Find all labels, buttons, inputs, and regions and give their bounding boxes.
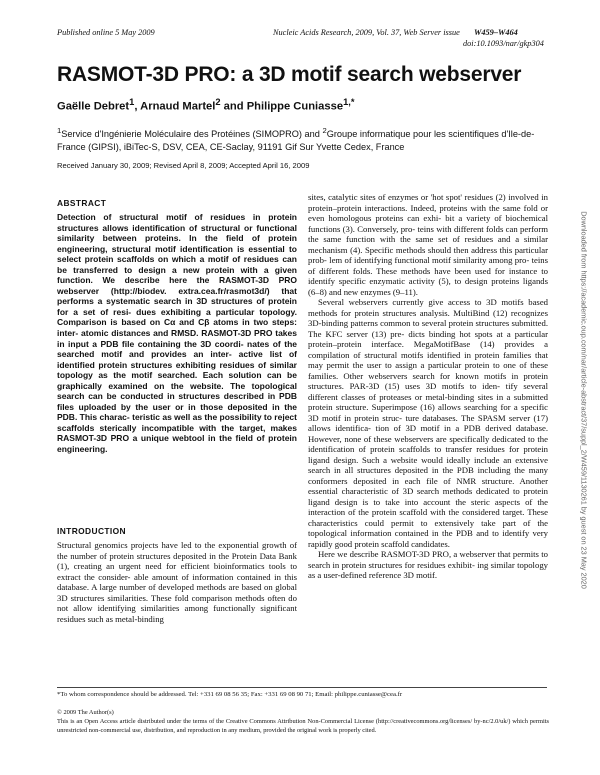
text-line: the PDB including the many conformers deposited in each xyxy=(308,465,549,486)
text-line: identification of protein scaffolds to transfer residues for xyxy=(308,444,520,454)
text-line: these families. Other webservers search for known motifs xyxy=(308,360,549,381)
author-affiliation-marker: 1,* xyxy=(343,97,355,107)
text-line: based methods for protein structures analysis. MultiBind xyxy=(308,297,549,318)
text-line: in protein structures. PAR-3D (15) uses 3D motifs to iden- xyxy=(308,370,548,391)
author-separator: , xyxy=(134,100,141,113)
copyright: © 2009 The Author(s) xyxy=(57,709,114,716)
license-statement xyxy=(57,718,549,735)
text-line: allows searching for a specific 3D motif in protein struc- xyxy=(308,402,549,423)
text-line: A large number of developed methods are based on xyxy=(91,582,273,592)
introduction-body xyxy=(57,540,297,624)
text-line: in structures described in PDB files uploaded by the xyxy=(57,391,297,412)
text-line: of protein engineering, structural motif identification xyxy=(57,233,297,254)
text-line: teristic as well as the possibility to reject scaffolds xyxy=(57,412,297,433)
text-line: methods often do not allow identifying similarities among xyxy=(57,592,297,613)
text-line: global 3D structures similarities. These fold comparison xyxy=(57,582,297,603)
text-line: in the Protein Data Bank (1), creating an urgent need xyxy=(57,550,297,571)
affiliation-marker-2: 2 xyxy=(322,126,327,135)
text-line: take into account the steric aspects of the interaction xyxy=(308,496,548,517)
text-line: teins with different folds can perform the same function xyxy=(308,223,549,244)
download-note: Downloaded from https://academic.oup.com/nar/article-abstract/37/suppl_2/W459/1130261 by guest on 23 May 2020 xyxy=(579,211,589,589)
affiliation-1: Service d'Ingénierie Moléculaire des Protéines (SIMOPRO) and xyxy=(61,129,323,140)
text-line: permit the user to assign a particular protein to one of xyxy=(326,360,527,370)
text-line: ture databases. The SPASM server (17) allows identifica- xyxy=(308,412,548,433)
text-line: search in 3D structures of protein for a set of resi- xyxy=(57,296,297,317)
abstract-heading: ABSTRACT xyxy=(57,198,107,208)
text-line: topological information contained in the PDB and to xyxy=(308,528,499,538)
text-line: dues exhibiting a particular topology. Comparison is xyxy=(57,306,297,328)
text-line: with the same fold or even homologous proteins can exhi- xyxy=(308,202,549,223)
text-line: instance to identify specific enzymatic activity (5), to xyxy=(308,265,548,286)
text-line: tion of 3D motif in a PDB derived database. However, xyxy=(308,423,548,444)
text-line: Each solution can be graphically examined on the xyxy=(57,370,297,391)
text-line: RASMOT-3D PRO a unique webtool in the field of xyxy=(57,433,265,444)
text-line: functionally significant residues such as metal-binding xyxy=(57,603,297,624)
text-line: takes in input a PDB file containing the 3D coordi- xyxy=(57,328,297,349)
author-affiliation-marker: 2 xyxy=(215,97,221,107)
text-line: include an extensive search in all structures deposited in xyxy=(308,454,549,475)
text-line: teins of different folds. These methods have been used for xyxy=(308,255,549,276)
text-line: Here we describe RASMOT-3D PRO, a webserver that xyxy=(318,549,511,559)
page-range: W459–W464 xyxy=(474,28,518,37)
text-line: residues of similar topology as the motif searched. xyxy=(57,359,297,381)
text-line: functional similarity between proteins. In the field xyxy=(57,222,297,244)
text-line: a motif of residues can be transferred to design a xyxy=(57,254,297,275)
text-line: sites, catalytic sites of enzymes or 'hot spot' residues (2) xyxy=(308,192,506,202)
text-line: growth of the number of protein structures deposited xyxy=(57,540,298,561)
paragraph-1 xyxy=(308,192,548,297)
text-line: This is an Open Access article distributed under the terms of the Creative Commons Attribution Non-Commercial License (http://creativecommons.org/licenses/ xyxy=(57,718,473,725)
doi[interactable]: doi:10.1093/nar/gkp304 xyxy=(463,39,544,48)
text-line: is essential to select protein scaffolds on which xyxy=(57,243,297,265)
text-line: involved in protein–protein interactions. Indeed, proteins xyxy=(308,192,548,213)
text-line: ing similar topology as a user-defined reference 3D motif. xyxy=(308,559,549,580)
author-affiliation-marker: 1 xyxy=(129,97,135,107)
text-line: sterically incompatible with the target, makes xyxy=(99,422,297,433)
affiliation-2: Groupe informatique pour les scientifiques d'Ile-de-France (GIPSI), iBiTec-S, DSV, CEA, CE-Saclay, 91191 Gif Sur Yvette Cedex, France xyxy=(57,129,535,152)
text-line: Detection of structural motif of residues in protein xyxy=(57,212,297,222)
author-name: Gaëlle Debret xyxy=(57,100,130,113)
text-line: characteristics could permit to extensively take part of the xyxy=(308,517,548,528)
paragraph-2 xyxy=(308,297,548,549)
text-line: file of NMR structure. Another essential characteristic of xyxy=(308,475,548,496)
text-line: atomic distances and RMSD. RASMOT-3D PRO xyxy=(81,328,273,339)
text-line: 3D search methods dedicated to protein ligand design is to xyxy=(308,486,549,507)
text-line: able amount of information contained in this database. xyxy=(57,571,297,592)
text-line: Structural genomics projects have led to the exponential xyxy=(57,540,259,550)
text-line: based on Cα and Cβ atoms in two steps: inter- xyxy=(57,317,297,339)
download-watermark xyxy=(579,211,594,589)
text-line: active list of identified protein structures exhibiting xyxy=(57,349,297,370)
text-line: new protein with a given function. We describe here xyxy=(57,264,297,286)
correspondence-footnote: *To whom correspondence should be addressed. Tel: +331 69 08 56 35; Fax: +331 69 08 90 71; Email: philippe.cuniasse@cea.fr xyxy=(57,691,403,698)
author-name: Philippe Cuniasse xyxy=(246,100,344,113)
journal-citation: Nucleic Acids Research, 2009, Vol. 37, Web Server issue xyxy=(273,28,460,37)
text-line: user or in those deposited in the PDB. This charac- xyxy=(57,401,297,423)
affiliations xyxy=(57,125,547,153)
text-line: bit a variety of biochemical functions (3). Conversely, pro- xyxy=(308,213,548,234)
body-right-column xyxy=(308,192,548,581)
text-line: structural motifs identified in protein families that may xyxy=(308,349,548,370)
author-list xyxy=(57,97,354,113)
introduction-heading: INTRODUCTION xyxy=(57,526,127,536)
text-line: design proteins ligands (6–8) and new enzymes (9–11). xyxy=(308,276,549,297)
text-line: identify very rapidly good protein scaffold candidates. xyxy=(308,528,548,549)
text-line: sites in a submitted protein structure. Superimpose (16) xyxy=(308,391,549,412)
text-line: protein engineering. xyxy=(57,433,297,455)
abstract-body xyxy=(57,212,297,455)
author-name: Arnaud Martel xyxy=(140,100,216,113)
text-line: protein structures submitted. The KFC server (13) pre- xyxy=(308,318,548,339)
paragraph-3 xyxy=(308,549,548,581)
text-line: website. The topological search can be conducted xyxy=(57,380,297,402)
text-line: the RASMOT-3D PRO webserver (http://biodev. xyxy=(57,275,297,296)
text-line: by-nc/2.0/uk/) which permits unrestricted non-commercial use, distribution, and reproduction in any medium, provided the original work is properly cited. xyxy=(57,718,549,734)
text-line: nates of the searched motif and provides an inter- xyxy=(57,338,297,360)
text-line: Specific methods should then address this particular prob- xyxy=(308,244,549,265)
text-line: (12) recognizes 3D-binding patterns common to several xyxy=(308,307,548,328)
text-line: permits to search in protein structures for residues exhibit- xyxy=(308,549,548,570)
author-separator: and xyxy=(220,100,247,113)
text-line: tify several different classes of proteases or metal-binding xyxy=(308,381,548,402)
text-line: none of these webservers are specifically dedicated to the xyxy=(344,433,548,444)
text-line: extra.cea.fr/rasmot3d/) that performs a systematic xyxy=(57,285,297,307)
article-title: RASMOT-3D PRO: a 3D motif search webserver xyxy=(57,63,522,86)
text-line: with the same set of residues and a similar mechanism (4). xyxy=(308,234,549,255)
text-line: Several webservers currently give access to 3D motifs xyxy=(318,297,524,307)
text-line: structures allows identification of structural or xyxy=(57,222,253,233)
received-dates: Received January 30, 2009; Revised April 8, 2009; Accepted April 16, 2009 xyxy=(57,161,310,170)
published-date: Published online 5 May 2009 xyxy=(57,28,155,37)
text-line: for efficient bioinformatics tools to extract the consider- xyxy=(57,561,298,582)
text-line: dicts binding hot spots at a particular protein–protein xyxy=(308,328,549,349)
footnote-divider xyxy=(57,687,547,688)
text-line: lem of identifying functional motif similarity among pro- xyxy=(329,255,530,265)
text-line: interface. MegaMotifBase (14) provides a compilation of xyxy=(308,339,549,360)
text-line: protein ligand design. Such a website would ideally xyxy=(308,444,549,465)
text-line: of the protein scaffold with the considered target. These xyxy=(348,507,548,517)
affiliation-marker-1: 1 xyxy=(57,126,62,135)
